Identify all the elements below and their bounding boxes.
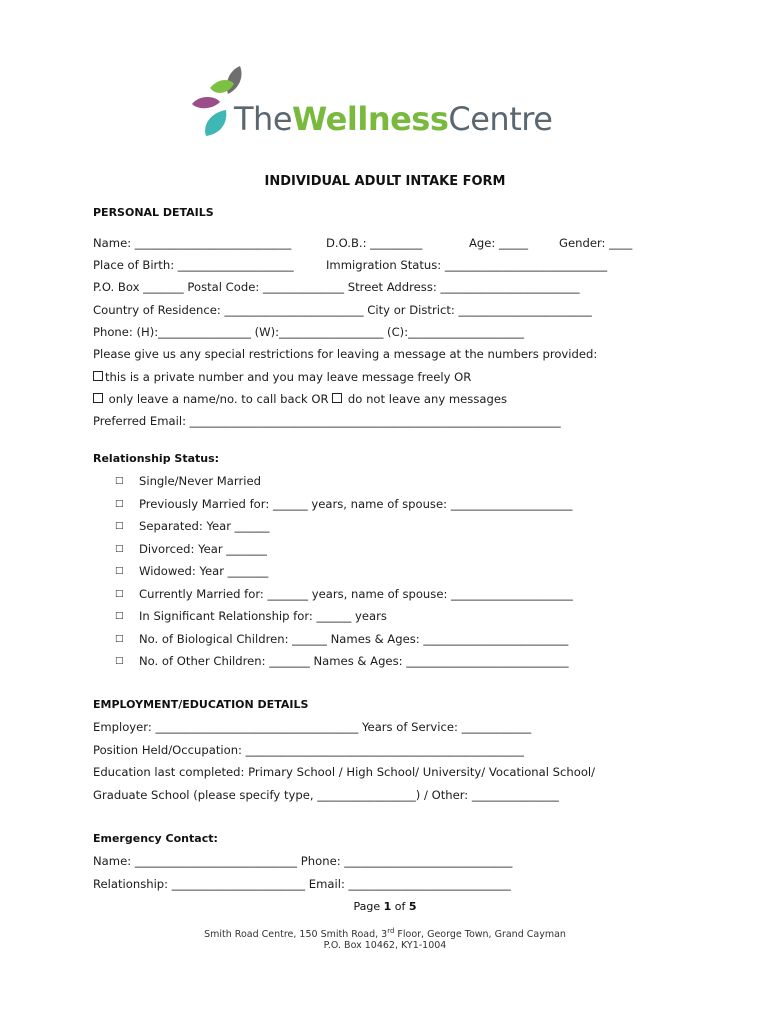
country-city-line[interactable]: Country of Residence: ________________________ City or District: _______________________ bbox=[93, 303, 592, 317]
relationship-option[interactable]: Previously Married for: ______ years, name of spouse: _____________________ bbox=[139, 497, 573, 511]
place-of-birth-field[interactable]: Place of Birth: ____________________ bbox=[93, 258, 294, 272]
phone-line[interactable]: Phone: (H):________________ (W):__________________ (C):____________________ bbox=[93, 325, 525, 339]
position-line[interactable]: Position Held/Occupation: ________________________________________________ bbox=[93, 743, 524, 757]
page-current: 1 bbox=[383, 900, 392, 913]
emergency-name-phone-line[interactable]: Name: ____________________________ Phone: _____________________________ bbox=[93, 854, 513, 868]
checkbox-bullet[interactable]: □ bbox=[115, 544, 124, 554]
relationship-option[interactable]: No. of Other Children: _______ Names & Ages: ____________________________ bbox=[139, 654, 569, 668]
option-private-label: this is a private number and you may leave message freely OR bbox=[105, 370, 472, 384]
relationship-status-heading: Relationship Status: bbox=[93, 452, 220, 465]
footer-address bbox=[0, 927, 770, 940]
age-field[interactable]: Age: _____ bbox=[469, 236, 528, 250]
logo-text-the: The bbox=[234, 100, 293, 138]
form-title: INDIVIDUAL ADULT INTAKE FORM bbox=[264, 174, 506, 189]
wellness-centre-logo bbox=[190, 64, 590, 144]
relationship-option[interactable]: In Significant Relationship for: ______ years bbox=[139, 609, 387, 623]
option-private-number[interactable] bbox=[93, 370, 471, 384]
education-line-1[interactable]: Education last completed: Primary School / High School/ University/ Vocational School/ bbox=[93, 765, 596, 779]
footer-address-sup: rd bbox=[387, 927, 395, 935]
checkbox-bullet[interactable]: □ bbox=[115, 476, 124, 486]
preferred-email-field[interactable]: Preferred Email: ________________________________________________________________ bbox=[93, 414, 561, 428]
option-leave-name[interactable] bbox=[93, 392, 507, 406]
dob-field[interactable]: D.O.B.: _________ bbox=[326, 236, 423, 250]
relationship-option[interactable]: Currently Married for: _______ years, name of spouse: _____________________ bbox=[139, 587, 573, 601]
page-prefix: Page bbox=[353, 900, 384, 913]
page-total: 5 bbox=[408, 900, 417, 913]
checkbox-no-messages[interactable] bbox=[332, 393, 342, 403]
message-restrictions-text: Please give us any special restrictions for leaving a message at the numbers provided: bbox=[93, 347, 598, 361]
relationship-option[interactable]: Widowed: Year _______ bbox=[139, 564, 269, 578]
logo-text-wellness: Wellness bbox=[292, 100, 449, 138]
checkbox-bullet[interactable]: □ bbox=[115, 521, 124, 531]
checkbox-leave-name[interactable] bbox=[93, 393, 103, 403]
checkbox-bullet[interactable]: □ bbox=[115, 634, 124, 644]
education-line-2[interactable]: Graduate School (please specify type, _________________) / Other: _______________ bbox=[93, 788, 559, 802]
option-leave-name-label: only leave a name/no. to call back OR bbox=[105, 392, 333, 406]
gender-field[interactable]: Gender: ____ bbox=[559, 236, 633, 250]
personal-details-heading: PERSONAL DETAILS bbox=[93, 206, 214, 219]
checkbox-private[interactable] bbox=[93, 371, 103, 381]
logo-text-centre: Centre bbox=[448, 100, 553, 138]
relationship-option[interactable]: Separated: Year ______ bbox=[139, 519, 270, 533]
footer-address-b: Floor, George Town, Grand Cayman bbox=[394, 929, 566, 941]
checkbox-bullet[interactable]: □ bbox=[115, 499, 124, 509]
relationship-option[interactable]: No. of Biological Children: ______ Names & Ages: _________________________ bbox=[139, 632, 569, 646]
immigration-status-field[interactable]: Immigration Status: ____________________________ bbox=[326, 258, 608, 272]
employer-line[interactable]: Employer: ___________________________________ Years of Service: ____________ bbox=[93, 720, 532, 734]
emergency-relationship-email-line[interactable]: Relationship: _______________________ Email: ____________________________ bbox=[93, 877, 511, 891]
footer-address-a: Smith Road Centre, 150 Smith Road, 3 bbox=[204, 929, 388, 941]
checkbox-bullet[interactable]: □ bbox=[115, 566, 124, 576]
checkbox-bullet[interactable]: □ bbox=[115, 611, 124, 621]
footer-po-box: P.O. Box 10462, KY1-1004 bbox=[323, 940, 447, 951]
checkbox-bullet[interactable]: □ bbox=[115, 656, 124, 666]
page-number bbox=[0, 900, 770, 913]
checkbox-bullet[interactable]: □ bbox=[115, 589, 124, 599]
name-field[interactable]: Name: ___________________________ bbox=[93, 236, 292, 250]
page-of: of bbox=[391, 900, 409, 913]
relationship-option[interactable]: Single/Never Married bbox=[139, 474, 261, 488]
address-line[interactable]: P.O. Box _______ Postal Code: ______________ Street Address: ________________________ bbox=[93, 280, 580, 294]
relationship-option[interactable]: Divorced: Year _______ bbox=[139, 542, 267, 556]
emergency-contact-heading: Emergency Contact: bbox=[93, 832, 218, 845]
employment-heading: EMPLOYMENT/EDUCATION DETAILS bbox=[93, 698, 309, 711]
option-no-messages-label: do not leave any messages bbox=[344, 392, 508, 406]
